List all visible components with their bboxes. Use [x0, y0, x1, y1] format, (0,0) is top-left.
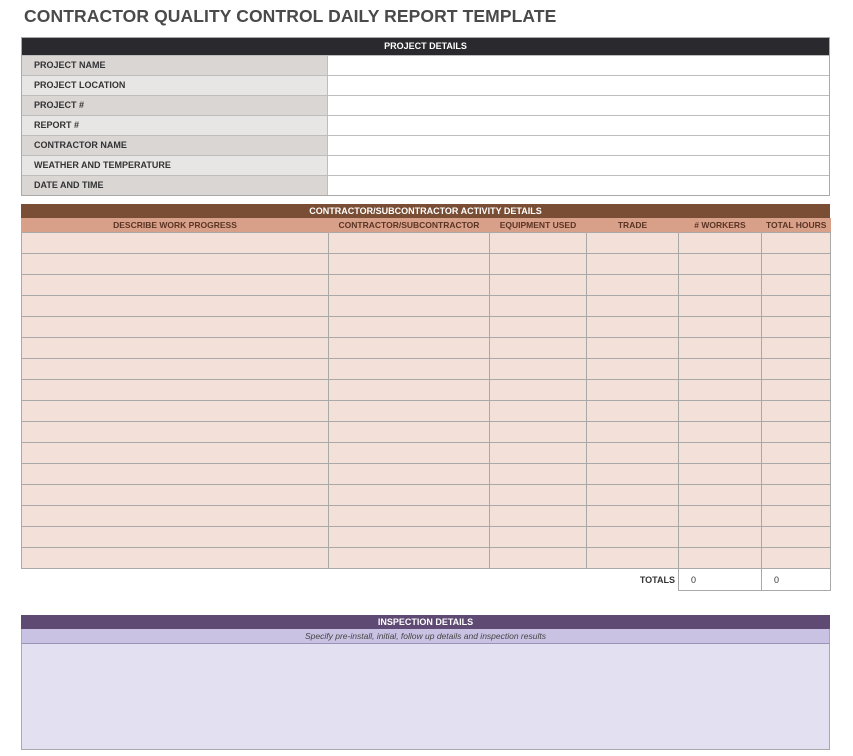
activity-cell[interactable]: [490, 296, 587, 317]
table-row: [22, 254, 831, 275]
activity-cell[interactable]: [22, 359, 329, 380]
activity-cell[interactable]: [490, 275, 587, 296]
table-row: [22, 233, 831, 254]
table-row: [22, 275, 831, 296]
activity-cell[interactable]: [490, 338, 587, 359]
activity-cell[interactable]: [22, 317, 329, 338]
activity-cell[interactable]: [762, 527, 831, 548]
table-row: [22, 422, 831, 443]
activity-cell[interactable]: [490, 464, 587, 485]
activity-cell[interactable]: [22, 527, 329, 548]
activity-cell[interactable]: [587, 380, 679, 401]
project-detail-label: REPORT #: [22, 116, 328, 135]
project-detail-value-field[interactable]: [328, 136, 829, 155]
inspection-notes-field[interactable]: [21, 643, 830, 750]
activity-cell[interactable]: [762, 254, 831, 275]
activity-cell[interactable]: [490, 443, 587, 464]
project-detail-row: [22, 175, 829, 195]
activity-cell[interactable]: [587, 359, 679, 380]
inspection-details-section: [21, 615, 830, 751]
activity-cell[interactable]: [679, 401, 762, 422]
activity-cell[interactable]: [22, 233, 329, 254]
project-detail-row: [22, 55, 829, 75]
activity-cell[interactable]: [329, 380, 490, 401]
activity-cell[interactable]: [679, 548, 762, 569]
table-row: [22, 401, 831, 422]
table-row: [22, 464, 831, 485]
activity-cell[interactable]: [679, 506, 762, 527]
project-detail-value-field[interactable]: [328, 156, 829, 175]
activity-cell[interactable]: [762, 359, 831, 380]
activity-cell[interactable]: [762, 380, 831, 401]
activity-cell[interactable]: [490, 506, 587, 527]
activity-cell[interactable]: [762, 275, 831, 296]
activity-cell[interactable]: [679, 254, 762, 275]
activity-cell[interactable]: [490, 548, 587, 569]
project-detail-row: [22, 115, 829, 135]
activity-column-header: TOTAL HOURS: [762, 218, 831, 233]
project-detail-label: DATE AND TIME: [22, 176, 328, 195]
activity-column-header: # WORKERS: [679, 218, 762, 233]
activity-cell[interactable]: [329, 359, 490, 380]
blank-cell: [329, 569, 490, 591]
activity-cell[interactable]: [329, 401, 490, 422]
table-row: [22, 359, 831, 380]
activity-cell[interactable]: [762, 296, 831, 317]
project-detail-value-field[interactable]: [328, 116, 829, 135]
activity-cell[interactable]: [587, 485, 679, 506]
activity-cell[interactable]: [679, 485, 762, 506]
table-row: [22, 317, 831, 338]
table-row: [22, 338, 831, 359]
inspection-instructions: Specify pre-install, initial, follow up details and inspection results: [21, 629, 830, 643]
activity-cell[interactable]: [490, 485, 587, 506]
activity-table: [21, 218, 831, 591]
activity-cell[interactable]: [762, 485, 831, 506]
activity-cell[interactable]: [679, 296, 762, 317]
activity-cell[interactable]: [762, 233, 831, 254]
activity-cell[interactable]: [329, 254, 490, 275]
activity-cell[interactable]: [490, 422, 587, 443]
project-detail-label: CONTRACTOR NAME: [22, 136, 328, 155]
activity-cell[interactable]: [490, 401, 587, 422]
activity-column-header: TRADE: [587, 218, 679, 233]
activity-cell[interactable]: [679, 338, 762, 359]
activity-cell[interactable]: [762, 401, 831, 422]
activity-cell[interactable]: [22, 296, 329, 317]
project-detail-label: PROJECT NAME: [22, 56, 328, 75]
page-title: CONTRACTOR QUALITY CONTROL DAILY REPORT TEMPLATE: [24, 6, 557, 26]
activity-cell[interactable]: [587, 548, 679, 569]
activity-cell[interactable]: [22, 548, 329, 569]
activity-cell[interactable]: [329, 527, 490, 548]
activity-cell[interactable]: [587, 233, 679, 254]
project-detail-row: [22, 135, 829, 155]
activity-cell[interactable]: [490, 527, 587, 548]
project-detail-row: [22, 155, 829, 175]
activity-cell[interactable]: [22, 401, 329, 422]
activity-cell[interactable]: [587, 527, 679, 548]
activity-cell[interactable]: [22, 443, 329, 464]
activity-cell[interactable]: [679, 527, 762, 548]
activity-cell[interactable]: [587, 338, 679, 359]
activity-cell[interactable]: [762, 338, 831, 359]
activity-column-header: DESCRIBE WORK PROGRESS: [22, 218, 329, 233]
table-row: [22, 548, 831, 569]
table-row: [22, 527, 831, 548]
activity-cell[interactable]: [329, 317, 490, 338]
activity-cell[interactable]: [490, 317, 587, 338]
project-detail-value-field[interactable]: [328, 76, 829, 95]
activity-cell[interactable]: [490, 233, 587, 254]
activity-cell[interactable]: [587, 275, 679, 296]
activity-cell[interactable]: [679, 275, 762, 296]
activity-cell[interactable]: [329, 464, 490, 485]
table-row: [22, 443, 831, 464]
activity-details-header: CONTRACTOR/SUBCONTRACTOR ACTIVITY DETAILS: [21, 204, 830, 218]
activity-cell[interactable]: [762, 443, 831, 464]
activity-cell[interactable]: [22, 275, 329, 296]
activity-cell[interactable]: [329, 485, 490, 506]
blank-cell: [490, 569, 587, 591]
table-row: [22, 506, 831, 527]
table-row: [22, 485, 831, 506]
activity-cell[interactable]: [587, 296, 679, 317]
activity-cell[interactable]: [679, 464, 762, 485]
activity-cell[interactable]: [679, 422, 762, 443]
totals-row: [22, 569, 831, 591]
activity-cell[interactable]: [22, 254, 329, 275]
activity-cell[interactable]: [587, 443, 679, 464]
activity-column-header: CONTRACTOR/SUBCONTRACTOR: [329, 218, 490, 233]
activity-cell[interactable]: [329, 338, 490, 359]
activity-cell[interactable]: [587, 401, 679, 422]
activity-column-header: EQUIPMENT USED: [490, 218, 587, 233]
activity-details-section: [21, 204, 830, 591]
project-detail-value-field[interactable]: [328, 96, 829, 115]
activity-cell[interactable]: [490, 380, 587, 401]
activity-cell[interactable]: [22, 422, 329, 443]
activity-cell[interactable]: [329, 422, 490, 443]
activity-cell[interactable]: [762, 464, 831, 485]
activity-cell[interactable]: [329, 443, 490, 464]
activity-cell[interactable]: [22, 380, 329, 401]
activity-cell[interactable]: [587, 422, 679, 443]
activity-cell[interactable]: [22, 506, 329, 527]
activity-cell[interactable]: [329, 233, 490, 254]
project-detail-label: WEATHER AND TEMPERATURE: [22, 156, 328, 175]
total-workers-value: 0: [679, 569, 762, 591]
activity-cell[interactable]: [329, 506, 490, 527]
activity-cell[interactable]: [329, 548, 490, 569]
total-hours-value: 0: [762, 569, 831, 591]
activity-cell[interactable]: [679, 380, 762, 401]
project-details-header: PROJECT DETAILS: [22, 38, 829, 55]
activity-cell[interactable]: [762, 317, 831, 338]
activity-cell[interactable]: [587, 254, 679, 275]
activity-cell[interactable]: [762, 422, 831, 443]
table-row: [22, 380, 831, 401]
activity-cell[interactable]: [329, 275, 490, 296]
activity-cell[interactable]: [22, 338, 329, 359]
activity-cell[interactable]: [490, 254, 587, 275]
project-detail-value-field[interactable]: [328, 56, 829, 75]
project-detail-row: [22, 95, 829, 115]
project-detail-label: PROJECT LOCATION: [22, 76, 328, 95]
activity-cell[interactable]: [679, 317, 762, 338]
activity-cell[interactable]: [490, 359, 587, 380]
project-detail-row: [22, 75, 829, 95]
blank-cell: [22, 569, 329, 591]
totals-label: TOTALS: [587, 569, 679, 591]
inspection-details-header: INSPECTION DETAILS: [21, 615, 830, 629]
activity-cell[interactable]: [679, 233, 762, 254]
activity-cell[interactable]: [587, 506, 679, 527]
activity-cell[interactable]: [329, 296, 490, 317]
activity-cell[interactable]: [587, 464, 679, 485]
project-details-section: [21, 37, 830, 196]
activity-cell[interactable]: [679, 443, 762, 464]
activity-cell[interactable]: [22, 464, 329, 485]
project-detail-label: PROJECT #: [22, 96, 328, 115]
project-detail-value-field[interactable]: [328, 176, 829, 195]
activity-cell[interactable]: [762, 548, 831, 569]
activity-cell[interactable]: [22, 485, 329, 506]
activity-cell[interactable]: [762, 506, 831, 527]
activity-cell[interactable]: [587, 317, 679, 338]
activity-cell[interactable]: [679, 359, 762, 380]
table-row: [22, 296, 831, 317]
